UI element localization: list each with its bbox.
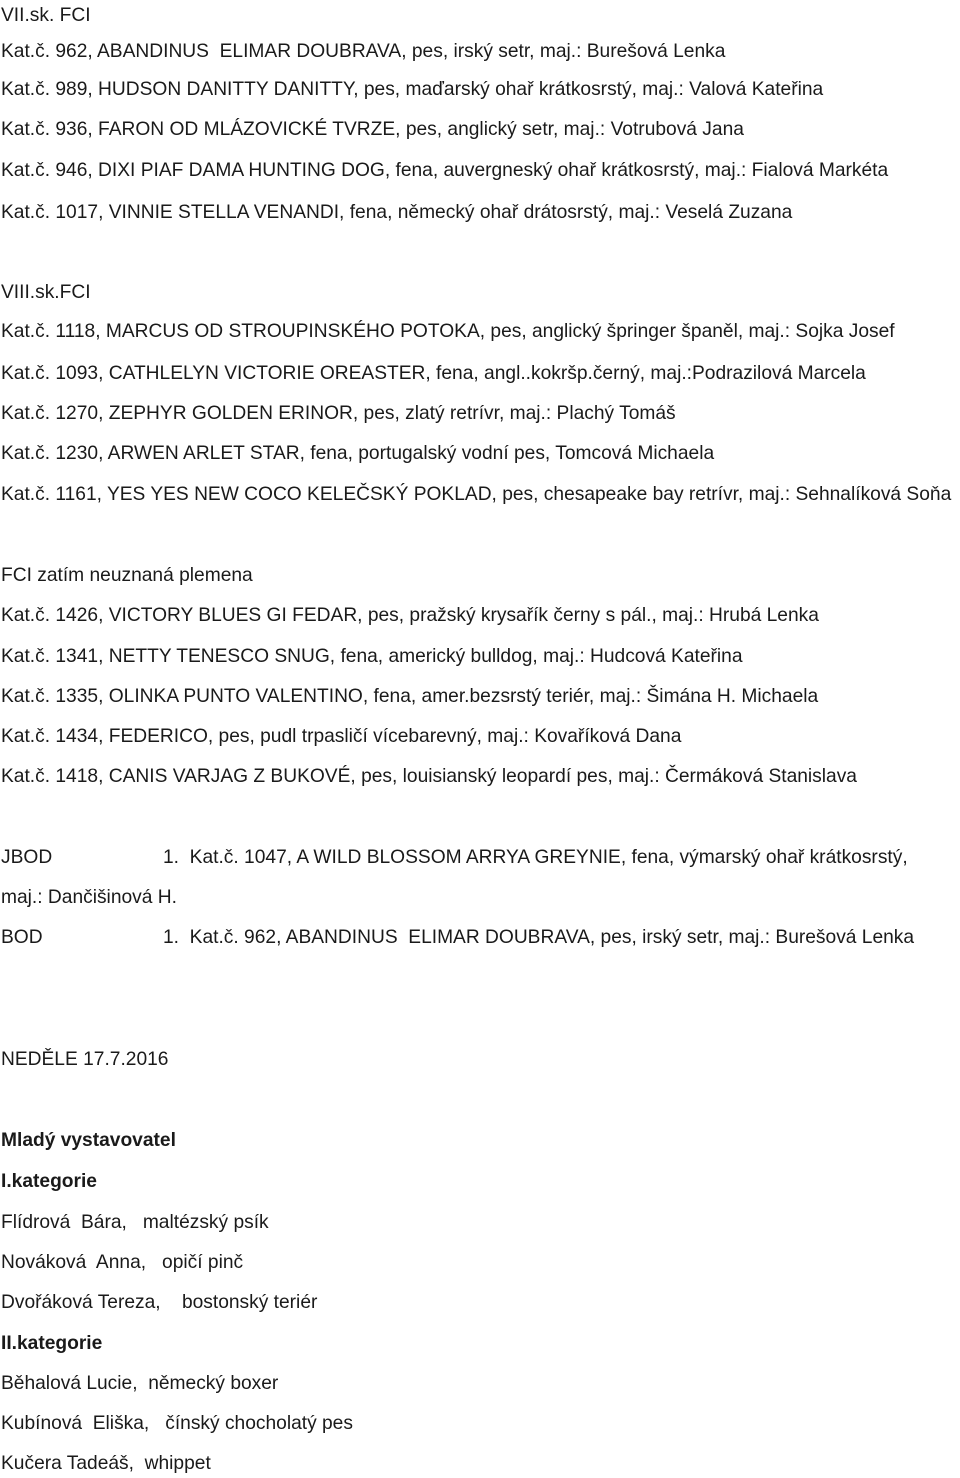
jbod-entry: 1. Kat.č. 1047, A WILD BLOSSOM ARRYA GREYNIE, fena, výmarský ohař krátkosrstý,	[163, 847, 908, 868]
entry-row: Kat.č. 1335, OLINKA PUNTO VALENTINO, fena, amer.bezsrstý teriér, maj.: Šimána H. Michaela	[1, 686, 819, 707]
entry-row: Kat.č. 1017, VINNIE STELLA VENANDI, fena, německý ohař drátosrstý, maj.: Veselá Zuzana	[1, 202, 793, 223]
junior-entry: Běhalová Lucie, německý boxer	[1, 1373, 279, 1394]
entry-row: Kat.č. 989, HUDSON DANITTY DANITTY, pes, maďarský ohař krátkosrstý, maj.: Valová Kateřina	[1, 79, 824, 100]
entry-row: Kat.č. 962, ABANDINUS ELIMAR DOUBRAVA, pes, irský setr, maj.: Burešová Lenka	[1, 41, 726, 62]
section-heading-8: VIII.sk.FCI	[1, 282, 91, 303]
entry-row: Kat.č. 1118, MARCUS OD STROUPINSKÉHO POTOKA, pes, anglický špringer španěl, maj.: Sojka Josef	[1, 321, 895, 342]
entry-row: Kat.č. 946, DIXI PIAF DAMA HUNTING DOG, fena, auvergneský ohař krátkosrstý, maj.: Fialová Markéta	[1, 160, 889, 181]
junior-entry: Dvořáková Tereza, bostonský teriér	[1, 1292, 318, 1313]
junior-entry: Nováková Anna, opičí pinč	[1, 1252, 244, 1273]
entry-row: Kat.č. 1093, CATHLELYN VICTORIE OREASTER, fena, angl..kokršp.černý, maj.:Podrazilová Marcela	[1, 363, 866, 384]
entry-row: Kat.č. 1434, FEDERICO, pes, pudl trpasličí vícebarevný, maj.: Kovaříková Dana	[1, 726, 682, 747]
jbod-label: JBOD	[1, 847, 53, 868]
junior-entry: Flídrová Bára, maltézský psík	[1, 1212, 269, 1233]
bod-entry: 1. Kat.č. 962, ABANDINUS ELIMAR DOUBRAVA, pes, irský setr, maj.: Burešová Lenka	[163, 927, 915, 948]
section-heading-7: VII.sk. FCI	[1, 5, 91, 26]
jbod-owner: maj.: Dančišinová H.	[1, 887, 177, 908]
entry-row: Kat.č. 1161, YES YES NEW COCO KELEČSKÝ POKLAD, pes, chesapeake bay retrívr, maj.: Sehnalíková Soňa	[1, 484, 952, 505]
category-1-heading: I.kategorie	[1, 1171, 97, 1192]
junior-entry: Kubínová Eliška, čínský chocholatý pes	[1, 1413, 353, 1434]
entry-row: Kat.č. 1341, NETTY TENESCO SNUG, fena, americký bulldog, maj.: Hudcová Kateřina	[1, 646, 743, 667]
entry-row: Kat.č. 1230, ARWEN ARLET STAR, fena, portugalský vodní pes, Tomcová Michaela	[1, 443, 715, 464]
entry-row: Kat.č. 936, FARON OD MLÁZOVICKÉ TVRZE, pes, anglický setr, maj.: Votrubová Jana	[1, 119, 744, 140]
entry-row: Kat.č. 1426, VICTORY BLUES GI FEDAR, pes, pražský krysařík černy s pál., maj.: Hrubá Lenka	[1, 605, 819, 626]
entry-row: Kat.č. 1418, CANIS VARJAG Z BUKOVÉ, pes, louisianský leopardí pes, maj.: Čermáková Stanislava	[1, 766, 857, 787]
section-heading-fci: FCI zatím neuznaná plemena	[1, 565, 253, 586]
bod-label: BOD	[1, 927, 43, 948]
junior-entry: Kučera Tadeáš, whippet	[1, 1453, 211, 1474]
junior-title: Mladý vystavovatel	[1, 1130, 176, 1151]
entry-row: Kat.č. 1270, ZEPHYR GOLDEN ERINOR, pes, zlatý retrívr, maj.: Plachý Tomáš	[1, 403, 676, 424]
date-heading: NEDĚLE 17.7.2016	[1, 1049, 169, 1070]
category-2-heading: II.kategorie	[1, 1333, 103, 1354]
